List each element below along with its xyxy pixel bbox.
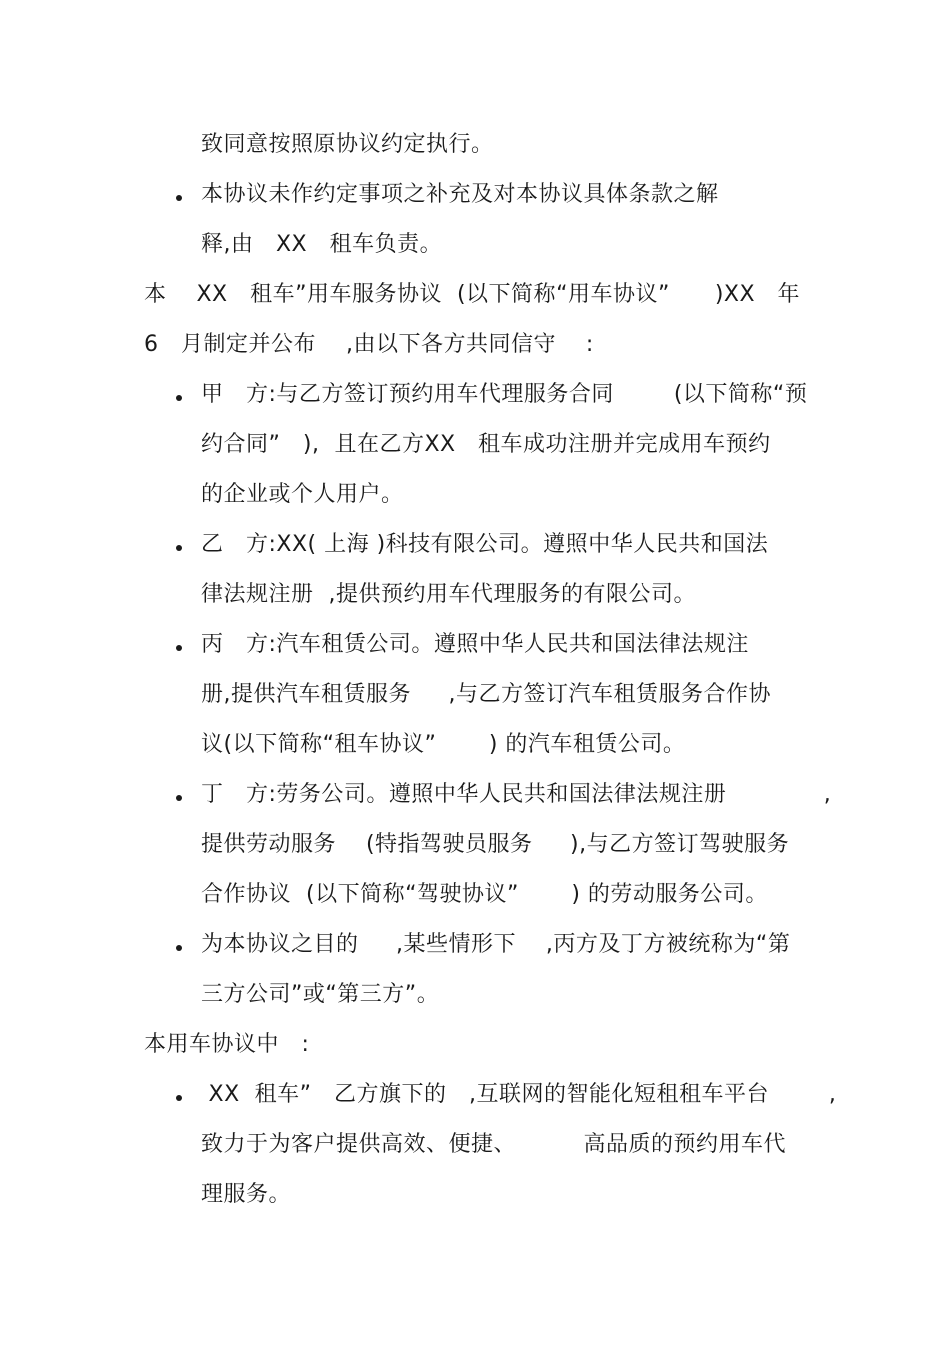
- text-line: 理服务。: [201, 1182, 292, 1207]
- text-line: 丁 方:劳务公司。遵照中华人民共和国法律法规注册 ,: [201, 782, 832, 807]
- text-line: 丙 方:汽车租赁公司。遵照中华人民共和国法律法规注: [201, 632, 749, 657]
- text-line: XX 租车” 乙方旗下的 ,互联网的智能化短租租车平台 ,: [201, 1082, 837, 1107]
- text-line: 致同意按照原协议约定执行。: [201, 132, 494, 157]
- text-line: 释,由 XX 租车负责。: [201, 232, 443, 257]
- bullet: [176, 945, 182, 951]
- text-line: 三方公司”或“第三方”。: [201, 982, 440, 1007]
- text-line: 议(以下简称“租车协议” ) 的汽车租赁公司。: [201, 732, 686, 757]
- bullet: [176, 195, 182, 201]
- text-line: 律法规注册 ,提供预约用车代理服务的有限公司。: [201, 582, 696, 607]
- text-line: 的企业或个人用户。: [201, 482, 404, 507]
- bullet: [176, 395, 182, 401]
- bullet: [176, 645, 182, 651]
- text-line: 本用车协议中 :: [144, 1032, 310, 1057]
- text-line: 册,提供汽车租赁服务 ,与乙方签订汽车租赁服务合作协: [201, 682, 771, 707]
- bullet: [176, 545, 182, 551]
- bullet: [176, 795, 182, 801]
- text-line: 乙 方:XX( 上海 )科技有限公司。遵照中华人民共和国法: [201, 532, 769, 557]
- text-line: 约合同” ), 且在乙方XX 租车成功注册并完成用车预约: [201, 432, 771, 457]
- text-line: 本协议未作约定事项之补充及对本协议具体条款之解: [201, 182, 719, 207]
- text-line: 为本协议之目的 ,某些情形下 ,丙方及丁方被统称为“第: [201, 932, 791, 957]
- text-line: 合作协议 (以下简称“驾驶协议” ) 的劳动服务公司。: [201, 882, 768, 907]
- text-line: 6 月制定并公布 ,由以下各方共同信守 :: [144, 332, 594, 357]
- bullet: [176, 1095, 182, 1101]
- text-line: 本 XX 租车”用车服务协议 (以下简称“用车协议” )XX 年: [144, 282, 801, 307]
- text-line: 甲 方:与乙方签订预约用车代理服务合同 (以下简称“预: [201, 382, 808, 407]
- text-line: 提供劳动服务 (特指驾驶员服务 ),与乙方签订驾驶服务: [201, 832, 790, 857]
- text-line: 致力于为客户提供高效、便捷、 高品质的预约用车代: [201, 1132, 786, 1157]
